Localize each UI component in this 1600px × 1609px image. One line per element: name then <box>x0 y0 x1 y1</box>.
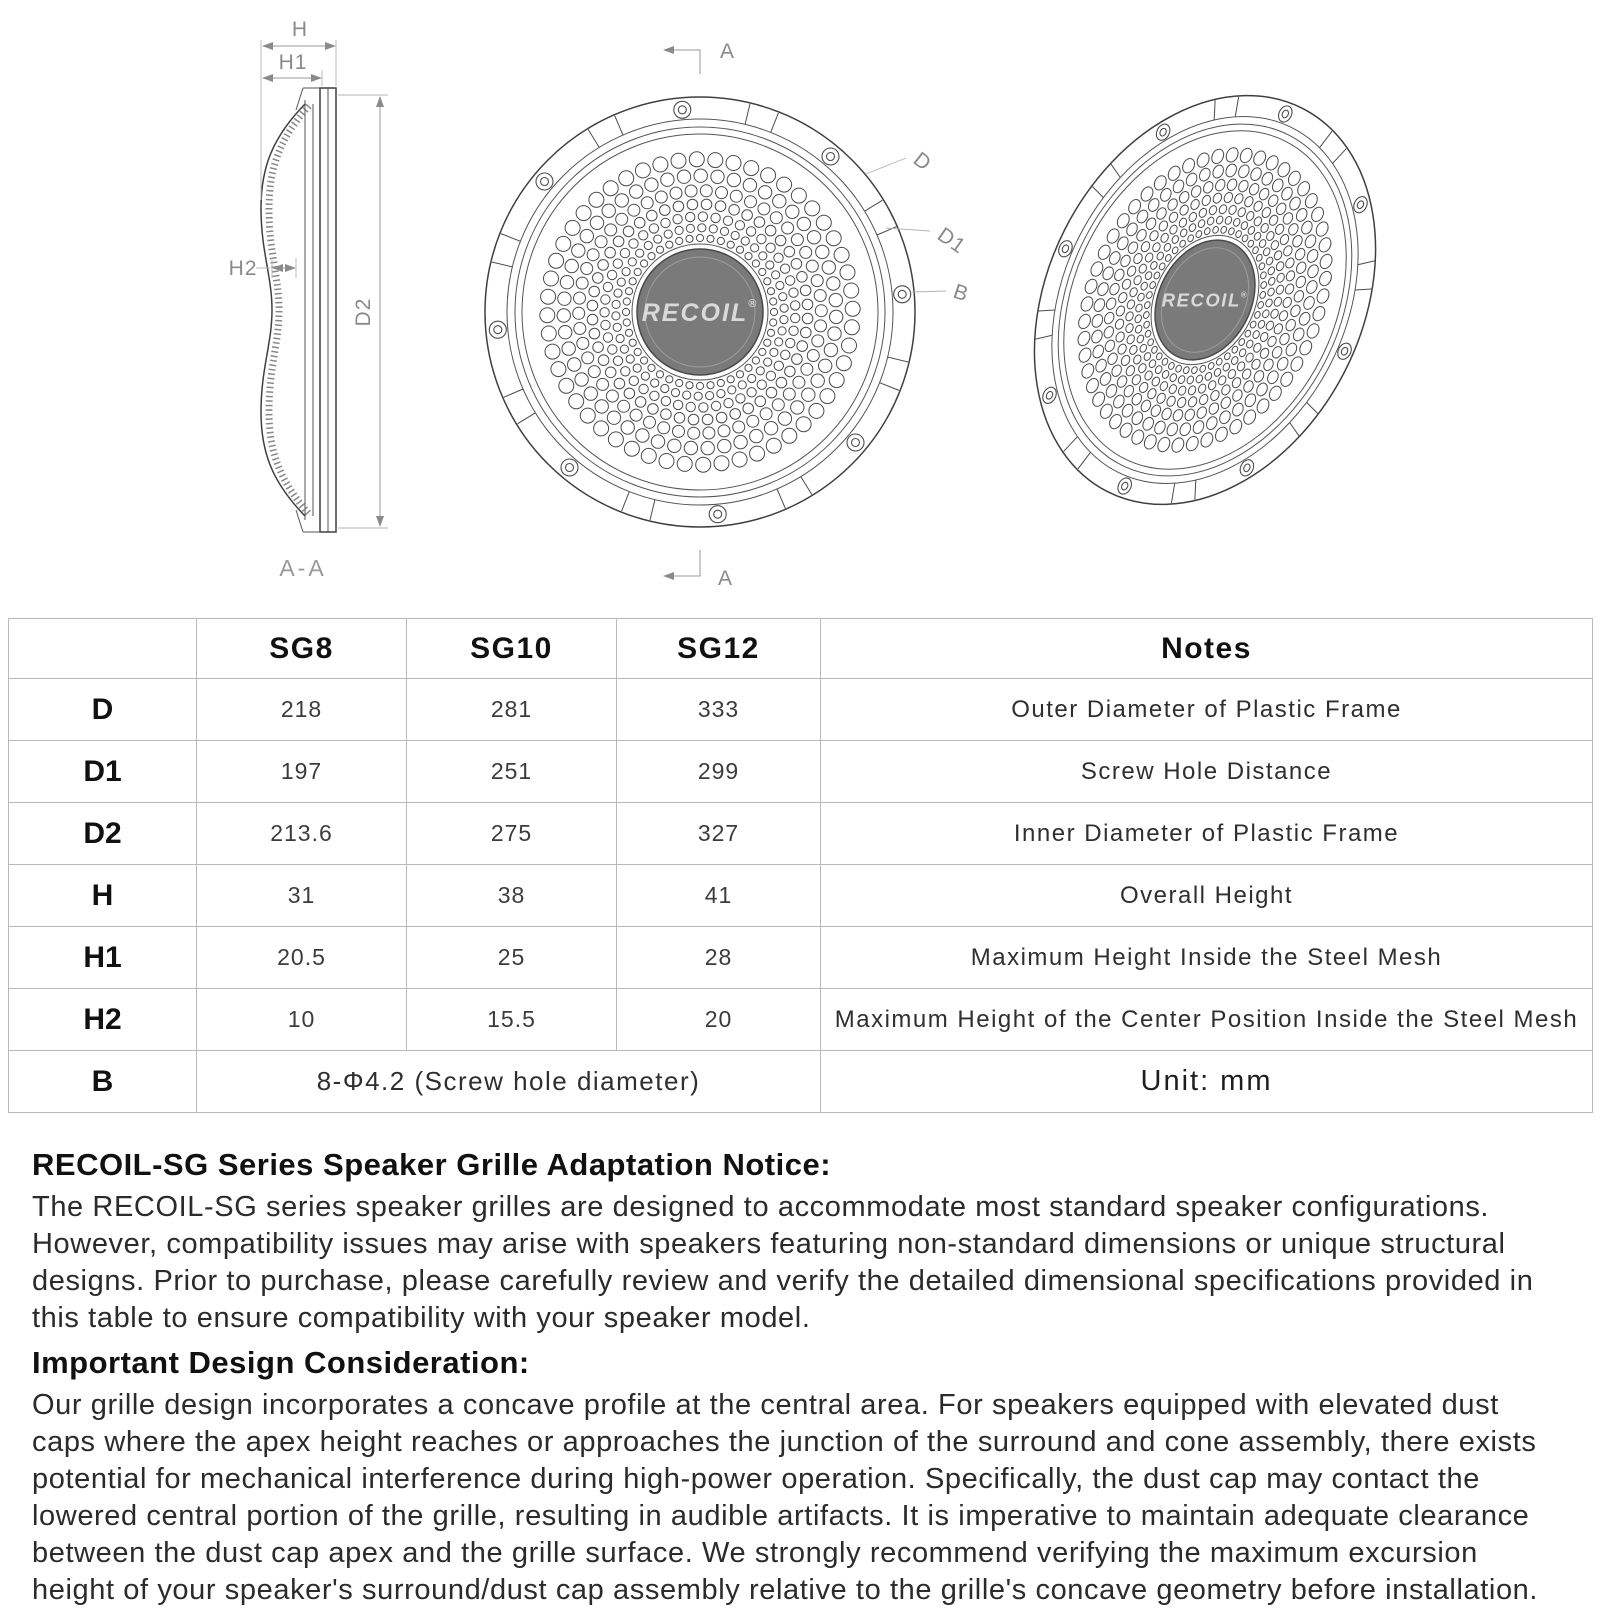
dim-label-d1: D1 <box>933 223 970 259</box>
cell-value: 197 <box>197 741 407 803</box>
cell-value: 251 <box>407 741 617 803</box>
table-row-b <box>9 1051 1593 1113</box>
cell-value: 41 <box>617 865 821 927</box>
notices-section <box>0 1113 1600 1609</box>
section-arrow-label-bottom: A <box>718 567 734 590</box>
adaptation-notice-body: The RECOIL-SG series speaker grilles are designed to accommodate most standard speaker configurations. However, compatibility issues may arise with speakers featuring non-standard dimensions or unique structural designs. Prior to purchase, please carefully review and verify the detailed dimensional specifications provided in this table to ensure compatibility with your speaker model. <box>32 1191 1534 1334</box>
brand-logo: RECOIL® <box>641 298 759 327</box>
cell-note: Maximum Height of the Center Position Inside the Steel Mesh <box>821 989 1593 1051</box>
dim-label-d2: D2 <box>352 297 375 327</box>
dim-label-h1: H1 <box>278 51 308 74</box>
table-row <box>9 865 1593 927</box>
perspective-view <box>968 37 1443 563</box>
cell-value: 10 <box>197 989 407 1051</box>
cell-value: 218 <box>197 679 407 741</box>
cell-note: Inner Diameter of Plastic Frame <box>821 803 1593 865</box>
front-view <box>485 97 915 527</box>
cell-value: 281 <box>407 679 617 741</box>
col-header-sg8: SG8 <box>197 619 407 679</box>
spec-table <box>8 618 1593 1113</box>
dim-label-h: H <box>291 18 309 41</box>
cell-value: 20.5 <box>197 927 407 989</box>
cell-value: 333 <box>617 679 821 741</box>
table-header-row <box>9 619 1593 679</box>
section-label: A-A <box>279 555 327 581</box>
design-consideration-notice <box>32 1345 1568 1609</box>
col-header-notes: Notes <box>821 619 1593 679</box>
corner-cell <box>9 619 197 679</box>
col-header-sg10: SG10 <box>407 619 617 679</box>
cell-value: 28 <box>617 927 821 989</box>
cell-value: 275 <box>407 803 617 865</box>
mesh-section-profile <box>261 104 305 516</box>
row-label: D <box>9 679 197 741</box>
section-arrow-label-top: A <box>720 40 736 63</box>
table-row <box>9 741 1593 803</box>
dim-label-d: D <box>908 147 936 176</box>
row-label: H2 <box>9 989 197 1051</box>
row-label: H1 <box>9 927 197 989</box>
cell-note: Screw Hole Distance <box>821 741 1593 803</box>
adaptation-notice-heading: RECOIL-SG Series Speaker Grille Adaptation Notice: <box>32 1147 832 1182</box>
dim-label-h2: H2 <box>228 257 258 280</box>
cell-screw-diameter: 8-Φ4.2 (Screw hole diameter) <box>197 1051 821 1113</box>
table-row <box>9 989 1593 1051</box>
table-row <box>9 679 1593 741</box>
row-label: B <box>9 1051 197 1113</box>
cell-value: 299 <box>617 741 821 803</box>
table-row <box>9 803 1593 865</box>
col-header-sg12: SG12 <box>617 619 821 679</box>
technical-drawings <box>0 0 1600 612</box>
table-row <box>9 927 1593 989</box>
brand-logo: RECOIL® <box>1161 289 1249 311</box>
cell-value: 38 <box>407 865 617 927</box>
row-label: D2 <box>9 803 197 865</box>
cell-note: Outer Diameter of Plastic Frame <box>821 679 1593 741</box>
cell-value: 25 <box>407 927 617 989</box>
side-section-view <box>229 18 388 581</box>
row-label: H <box>9 865 197 927</box>
cell-note: Overall Height <box>821 865 1593 927</box>
cell-unit: Unit: mm <box>821 1051 1593 1113</box>
cell-value: 20 <box>617 989 821 1051</box>
cell-value: 15.5 <box>407 989 617 1051</box>
adaptation-notice <box>32 1147 1568 1337</box>
cell-value: 327 <box>617 803 821 865</box>
cell-value: 31 <box>197 865 407 927</box>
design-consideration-body: Our grille design incorporates a concave profile at the central area. For speakers equipped with elevated dust caps where the apex height reaches or approaches the junction of the surround and cone assembly, there exists potential for mechanical interference during high-power operation. Specifically, the dust cap may contact the lowered central portion of the grille, resulting in audible artifacts. It is imperative to maintain adequate clearance between the dust cap apex and the grille surface. We strongly recommend verifying the maximum excursion height of your speaker's surround/dust cap assembly relative to the grille's concave geometry before installation. <box>32 1389 1539 1606</box>
cell-value: 213.6 <box>197 803 407 865</box>
cell-note: Maximum Height Inside the Steel Mesh <box>821 927 1593 989</box>
front-leader-labels <box>866 148 972 307</box>
dim-label-b: B <box>950 279 972 307</box>
design-consideration-heading: Important Design Consideration: <box>32 1345 530 1380</box>
row-label: D1 <box>9 741 197 803</box>
